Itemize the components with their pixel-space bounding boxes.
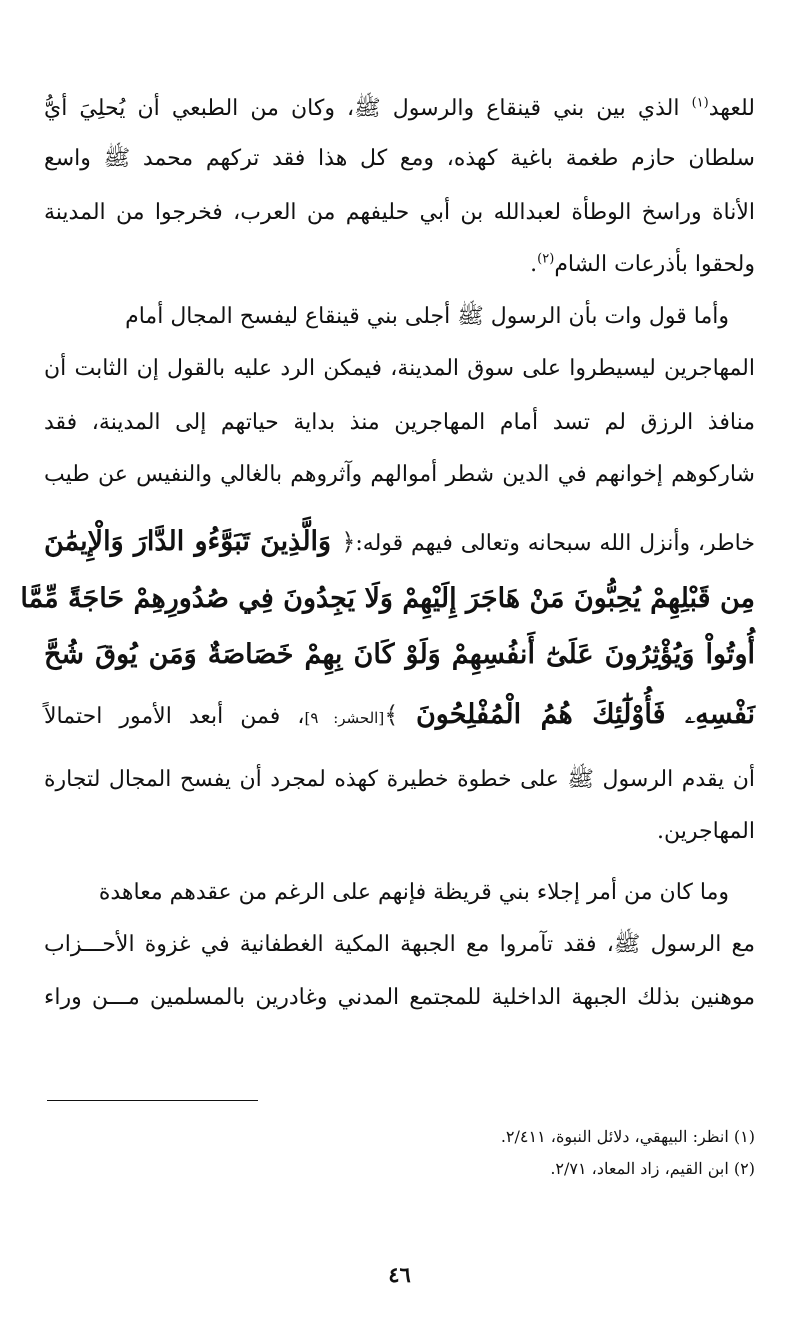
text-line (44, 633, 755, 683)
text-line (44, 763, 755, 803)
footnote-1: (١) انظر: البيهقي، دلائل النبوة، ٢/٤١١. (500, 1127, 755, 1146)
text-line (44, 92, 755, 132)
quran-bracket: ﴾ (384, 701, 416, 729)
text-segment: وما كان من أمر إجلاء بني قريظة فإنهم على الرغم من عقدهم معاهدة (98, 880, 729, 905)
quran-verse: وَالَّذِينَ تَبَوَّءُو الدَّارَ وَالْإِيمَٰنَ (44, 526, 342, 557)
footnote-marker: (٢) (537, 251, 555, 267)
text-segment: الأناة وراسخ الوطأة لعبدالله بن أبي حليفهم من العرب، فخرجوا من المدينة (44, 200, 755, 225)
footnote-separator (47, 1100, 258, 1101)
quran-bracket: ﴿ (341, 528, 356, 556)
footnote-2: (٢) ابن القيم، زاد المعاد، ٢/٧١. (550, 1159, 755, 1178)
text-segment: للعهد (708, 96, 755, 121)
text-line (44, 352, 755, 392)
text-segment: أن يقدم الرسول ﷺ على خطوة خطيرة كهذه لمجرد أن يفسح المجال لتجارة (44, 767, 755, 792)
text-line (44, 300, 755, 340)
text-line (44, 693, 755, 733)
text-line (44, 458, 755, 498)
text-line (44, 520, 755, 560)
text-segment: منافذ الرزق لم تسد أمام المهاجرين منذ بداية حياتهم إلى المدينة، فقد (44, 410, 755, 435)
page-number: ٤٦ (388, 1262, 411, 1287)
text-segment: . (530, 252, 538, 277)
text-line (44, 928, 755, 968)
text-segment: الذي بين بني قينقاع والرسول ﷺ، وكان من الطبعي أن يُحلِيَ أيُّ (44, 96, 692, 121)
text-line (44, 981, 755, 1021)
text-segment: موهنين بذلك الجبهة الداخلية للمجتمع المدني وغادرين بالمسلمين مـــن وراء (44, 985, 755, 1010)
text-segment: مع الرسول ﷺ، فقد تآمروا مع الجبهة المكية الغطفانية في غزوة الأحـــزاب (44, 932, 755, 957)
text-segment: أُوتُواْ وَيُؤْثِرُونَ عَلَىٰٓ أَنفُسِهِمْ وَلَوْ كَانَ بِهِمْ خَصَاصَةٌ وَمَن يُوقَ شُحَّ (44, 639, 755, 670)
text-segment: وأما قول وات بأن الرسول ﷺ أجلى بني قينقاع ليفسح المجال أمام (125, 304, 729, 329)
text-segment: سلطان حازم طغمة باغية كهذه، ومع كل هذا فقد تركهم محمد ﷺ واسع (44, 146, 755, 171)
text-line (44, 248, 755, 288)
text-segment: ، فمن أبعد الأمور احتمالاً (44, 704, 305, 729)
footnote-marker: (١) (691, 95, 709, 111)
text-segment: شاركوهم إخوانهم في الدين شطر أموالهم وآثروهم بالغالي والنفيس عن طيب (44, 462, 755, 487)
quran-verse: نَفْسِهِۦ فَأُوْلَٰٓئِكَ هُمُ الْمُفْلِحُونَ (415, 699, 755, 730)
text-segment: خاطر، وأنزل الله سبحانه وتعالى فيهم قوله: (355, 531, 755, 556)
text-line (44, 406, 755, 446)
text-line (44, 876, 755, 916)
text-segment: المهاجرين. (657, 819, 755, 844)
text-line (44, 815, 755, 855)
book-page (20, 0, 755, 1327)
text-line (20, 577, 755, 627)
text-line (44, 196, 755, 236)
text-segment: مِن قَبْلِهِمْ يُحِبُّونَ مَنْ هَاجَرَ إِلَيْهِمْ وَلَا يَجِدُونَ فِي صُدُورِهِمْ حَاجَةً مِّمَّا (20, 583, 755, 614)
verse-reference: [الحشر: ٩] (304, 709, 385, 727)
text-segment: المهاجرين ليسيطروا على سوق المدينة، فيمكن الرد عليه بالقول إن الثابت أن (44, 356, 755, 381)
text-line (44, 142, 755, 182)
text-segment: ولحقوا بأذرعات الشام (554, 252, 755, 277)
